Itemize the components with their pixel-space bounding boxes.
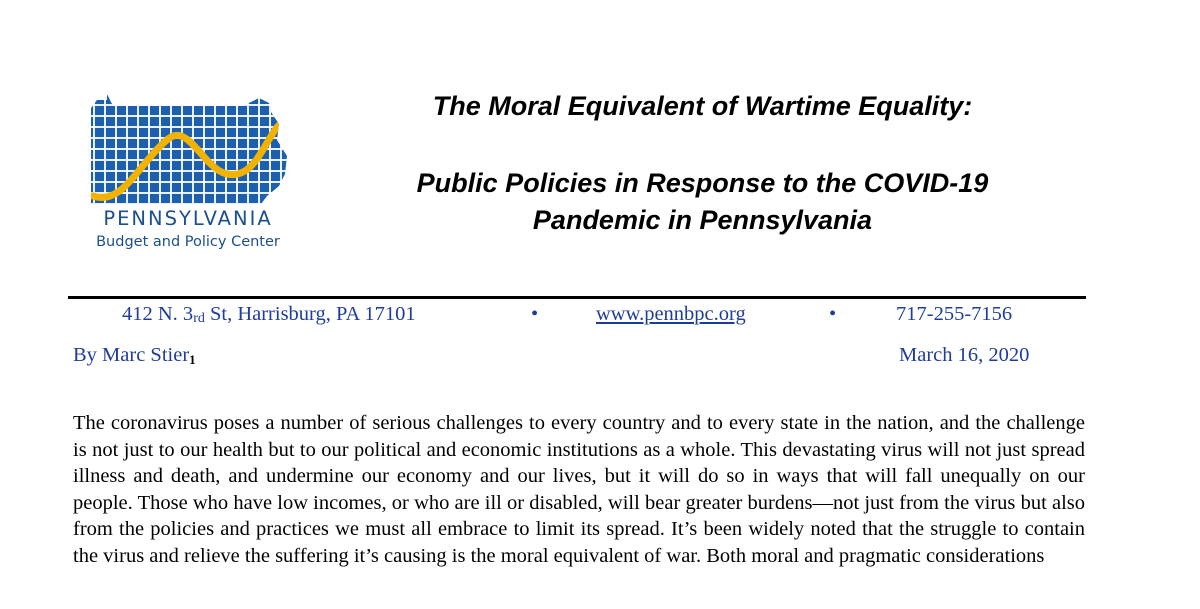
author-byline: By Marc Stier$^1$ [73,344,196,367]
body-paragraph: The coronavirus poses a number of serious challenges to every country and to every state in the nation, and the challenge is not just to our health but to our political and economic institutions as a whole. This devastating virus will not just spread illness and death, and undermine our economy and our lives, but it will do so in ways that will fall unequally on our people. Those who have low incomes, or who are ill or disabled, will bear greater burdens—not just from the virus but also from the policies and practices we must all embrace to limit its spread. It’s been widely noted that the struggle to contain the virus and relieve the suffering it’s causing is the moral equivalent of war. Both moral and pragmatic considerations [73,412,1085,567]
logo-name: PENNSYLVANIA [103,207,273,230]
website-link[interactable]: www.pennbpc.org [596,303,746,325]
footnote-marker[interactable]: 1 [189,352,196,367]
header-divider [68,296,1086,299]
document-title-line-2: Public Policies in Response to the COVID-19 [416,168,989,198]
pennsylvania-map-icon [83,94,293,204]
phone-number: 717-255-7156 [896,303,1013,325]
document-title-line-1: The Moral Equivalent of Wartime Equality: [432,91,973,121]
bullet-separator: • [531,303,539,325]
bullet-separator: • [829,303,837,325]
organization-logo [75,94,300,264]
publication-date: March 16, 2020 [899,344,1030,366]
document-title-line-3: Pandemic in Pennsylvania [532,205,873,235]
logo-subtitle: Budget and Policy Center [96,234,280,250]
address: 412 N. $3_{rd}$ St, Harrisburg, PA 17101 [122,303,416,326]
